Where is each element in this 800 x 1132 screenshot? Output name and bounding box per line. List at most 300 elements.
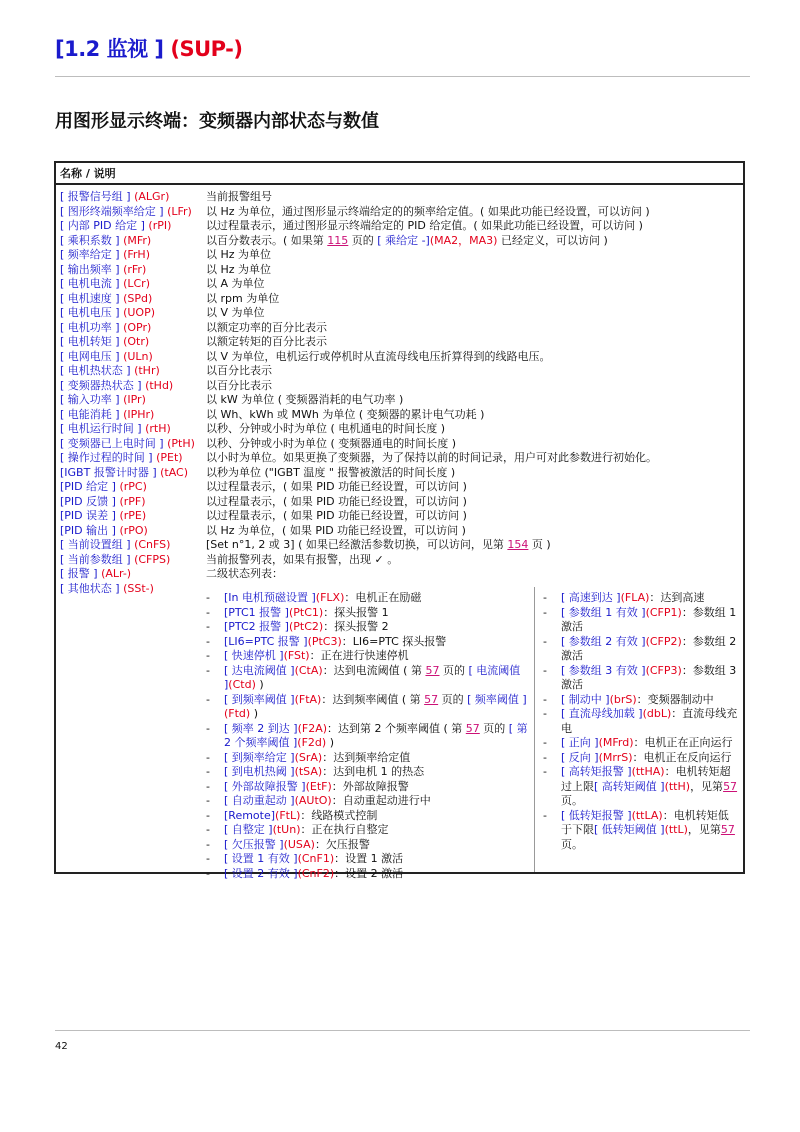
table-row (56, 524, 743, 539)
parameter-code: (MFr) (123, 233, 152, 247)
description-text: 以 V 为单位 (206, 306, 265, 319)
status-reference: [ 电流阈值 ] (224, 663, 521, 691)
parameter-name (60, 466, 188, 481)
parameter-label: [ 电能消耗 ] (60, 407, 120, 421)
status-code: (CnF1) (297, 852, 335, 865)
parameter-name (60, 248, 150, 263)
status-reference: [ 到电机热阈 ] (224, 765, 295, 778)
parameter-name (60, 422, 171, 437)
status-code: (CFP1) (645, 605, 682, 619)
status-code: (CFP2) (645, 634, 682, 648)
description-text: 以 kW 为单位 ( 变频器消耗的电气功率 ) (206, 393, 404, 406)
header-divider (55, 76, 750, 77)
status-reference: [In 电机预磁设置 ] (224, 591, 316, 604)
parameter-code: (MA2，MA3) (429, 233, 498, 247)
table-row (56, 437, 743, 452)
page-link[interactable]: 57 (424, 692, 439, 706)
status-reference: [ 频率 2 到达 ] (224, 721, 298, 735)
status-code: (ttL) (664, 823, 688, 836)
status-text: ：正在进行快速停机 (309, 649, 409, 662)
description-text: 以 Hz 为单位，通过图形显示终端给定的的频率给定值。( 如果此功能已经设置，可以访问 ) (206, 204, 650, 218)
parameter-code: (Otr) (123, 335, 150, 348)
parameter-code: (IPHr) (123, 407, 155, 421)
status-code: (brS) (609, 692, 637, 706)
status-item (206, 751, 528, 766)
table-row (56, 379, 743, 394)
status-code: (PtC2) (288, 620, 324, 633)
parameter-label: [ 当前参数组 ] (60, 552, 131, 566)
status-code: (PtC1) (288, 605, 324, 619)
description-text: 以秒、分钟或小时为单位 ( 电机通电的时间长度 ) (206, 422, 446, 435)
status-reference: [ 欠压报警 ] (224, 837, 284, 851)
status-reference: [ 正向 ] (561, 736, 599, 749)
table-row (56, 248, 743, 263)
status-text: ：达到频率给定值 (322, 750, 411, 764)
parameter-description (206, 495, 467, 510)
status-text: ：参数组 1 激活 (561, 605, 737, 633)
parameter-label: [PID 反馈 ] (60, 494, 116, 508)
parameter-name (60, 524, 148, 539)
status-reference: [ 低转矩报警 ] (561, 808, 632, 822)
status-reference: [Remote] (224, 808, 276, 822)
status-item (543, 765, 739, 809)
parameter-label: [ 乘积系数 ] (60, 233, 120, 247)
table-row (56, 335, 743, 350)
page-link[interactable]: 57 (723, 779, 738, 793)
column-divider (534, 587, 535, 872)
status-text: ：达到电流阈值 ( 第 (322, 663, 422, 677)
status-item (206, 722, 528, 751)
parameter-code: (rPF) (119, 494, 146, 508)
parameter-label: [ 频率给定 ] (60, 248, 120, 261)
status-code: (CtA) (294, 663, 323, 677)
parameter-code: (ULn) (123, 349, 153, 363)
status-text: ：自动重起动进行中 (331, 794, 431, 807)
description-text: 当前报警列表，如果有报警，出现 ✓ 。 (206, 552, 399, 566)
parameter-label: [ 其他状态 ] (60, 581, 120, 595)
status-item (206, 635, 528, 650)
page-link[interactable]: 57 (465, 721, 480, 735)
menu-code: (SUP-) (170, 37, 243, 61)
status-text: ) (329, 736, 334, 749)
description-text: 以百分比表示 (206, 378, 272, 392)
status-text: ：达到频率阈值 ( 第 (321, 692, 421, 706)
status-text: ：电机正在正向运行 (633, 736, 733, 749)
status-reference: [ 直流母线加载 ] (561, 707, 643, 720)
status-text: 页。 (561, 794, 583, 807)
status-code: (EtF) (305, 779, 332, 793)
parameter-description (206, 364, 272, 379)
status-code: (FtL) (275, 808, 301, 822)
parameter-description (206, 205, 650, 220)
section-title: 用图形显示终端：变频器内部状态与数值 (55, 111, 379, 132)
parameter-label: [ 电网电压 ] (60, 349, 120, 363)
parameter-code: (UOP) (123, 306, 156, 319)
table-row (56, 480, 743, 495)
parameter-label: [ 操作过程的时间 ] (60, 451, 153, 464)
status-code: (dbL) (642, 707, 672, 720)
status-code: (FLX) (315, 591, 345, 604)
status-item (543, 591, 739, 606)
parameter-code: (rFr) (123, 262, 147, 276)
status-reference: [ 高转矩阈值 ] (594, 779, 665, 793)
table-row (56, 553, 743, 568)
table-row (56, 538, 743, 553)
parameter-label: [ 电机功率 ] (60, 320, 120, 334)
status-item (206, 693, 528, 722)
parameter-label: [ 电机速度 ] (60, 291, 120, 305)
table-row (56, 205, 743, 220)
table-row (56, 277, 743, 292)
table-row (56, 263, 743, 278)
status-reference: [ 设置 2 有效 ] (224, 866, 298, 880)
parameter-code: (FrH) (123, 248, 150, 261)
status-item (206, 809, 528, 824)
parameter-label: [ 内部 PID 给定 ] (60, 219, 145, 232)
status-reference: [ 参数组 1 有效 ] (561, 605, 646, 619)
parameter-description (206, 190, 272, 205)
parameter-label: [ 变频器热状态 ] (60, 378, 142, 392)
page-number: 42 (55, 1041, 68, 1052)
parameter-name (60, 451, 183, 466)
description-text: 二级状态列表： (206, 567, 283, 580)
parameter-code: (ALGr) (134, 190, 170, 203)
table-row (56, 219, 743, 234)
status-code: (ttH) (664, 779, 691, 793)
parameter-label: [ 电机运行时间 ] (60, 422, 142, 435)
status-item (206, 823, 528, 838)
status-reference: [ 到频率阈值 ] (224, 692, 295, 706)
page-link[interactable]: 115 (327, 233, 349, 247)
status-item (543, 635, 739, 664)
status-item (206, 765, 528, 780)
parameter-code: (PtH) (167, 436, 195, 450)
description-text: 以过程量表示，( 如果 PID 功能已经设置，可以访问 ) (206, 509, 467, 522)
parameter-code: (tAC) (160, 465, 189, 479)
status-lists (56, 587, 743, 880)
status-reference: [ 参数组 3 有效 ] (561, 663, 646, 677)
description-text: 以百分数表示。( 如果第 (206, 233, 324, 247)
status-code: (PtC3) (307, 634, 342, 648)
status-item (543, 664, 739, 693)
parameter-label: [ 电机热状态 ] (60, 364, 131, 377)
parameter-label: [ 输入功率 ] (60, 393, 120, 406)
parameter-label: [ 报警信号组 ] (60, 190, 131, 203)
parameter-label: [ 输出频率 ] (60, 262, 120, 276)
parameter-code: (CFPS) (134, 552, 171, 566)
parameter-description (206, 422, 445, 437)
description-text: 以 Wh、kWh 或 MWh 为单位 ( 变频器的累计电气功耗 ) (206, 407, 485, 421)
status-text: ：探头报警 1 (323, 605, 389, 619)
parameter-code: (rPC) (119, 480, 147, 493)
parameter-code: (rPO) (119, 523, 148, 537)
description-text: 已经定义，可以访问 ) (500, 233, 608, 247)
status-code: (SrA) (294, 750, 323, 764)
description-text: 页 ) (531, 538, 551, 551)
parameter-name (60, 306, 155, 321)
parameter-description (206, 553, 398, 568)
table-row (56, 422, 743, 437)
description-text: 以过程量表示，( 如果 PID 功能已经设置，可以访问 ) (206, 494, 467, 508)
status-code: (Ftd) (224, 707, 251, 720)
parameter-name (60, 379, 173, 394)
parameter-code: (IPr) (123, 393, 146, 406)
status-text: 页的 (442, 663, 465, 677)
parameter-code: (CnFS) (134, 538, 171, 551)
table-header: 名称 / 说明 (56, 163, 743, 185)
status-code: (MFrd) (598, 736, 634, 749)
table-rows (56, 185, 743, 596)
menu-path: [1.2 监视 ] (55, 37, 164, 61)
parameter-label: [IGBT 报警计时器 ] (60, 465, 157, 479)
status-reference: [ 频率阈值 ] (467, 692, 527, 706)
parameter-name (60, 335, 149, 350)
parameter-code: (rtH) (145, 422, 171, 435)
parameter-table (54, 161, 745, 880)
status-list-right (543, 591, 739, 852)
parameter-name (60, 190, 169, 205)
status-code: (AUtO) (294, 794, 332, 807)
description-text: 以百分比表示 (206, 364, 272, 377)
parameter-description (206, 219, 643, 234)
parameter-description (206, 567, 283, 582)
status-reference: [LI6=PTC 报警 ] (224, 634, 308, 648)
description-text: 以 V 为单位，电机运行或停机时从直流母线电压折算得到的线路电压。 (206, 349, 551, 363)
parameter-label: [PID 输出 ] (60, 523, 116, 537)
status-text: ：电机正在反向运行 (632, 750, 732, 764)
description-text: 以秒为单位 ("IGBT 温度 " 报警被激活的时间长度 ) (206, 465, 456, 479)
parameter-label: [PID 误差 ] (60, 509, 116, 522)
status-item (206, 591, 528, 606)
description-text: 以 Hz 为单位 (206, 248, 272, 261)
description-text: 以 rpm 为单位 (206, 291, 280, 305)
status-item (543, 707, 739, 736)
table-row (56, 234, 743, 249)
status-code: (ttLA) (631, 808, 663, 822)
status-text: 页的 (483, 721, 506, 735)
parameter-name (60, 408, 154, 423)
page-link[interactable]: 154 (507, 538, 529, 551)
parameter-label: [ 变频器已上电时间 ] (60, 436, 164, 450)
description-text: 以秒、分钟或小时为单位 ( 变频器通电的时间长度 ) (206, 436, 457, 450)
status-reference: [ 设置 1 有效 ] (224, 852, 298, 865)
status-text: ：参数组 3 激活 (561, 663, 737, 691)
parameter-code: (tHr) (134, 364, 160, 377)
parameter-label: [ 电机转矩 ] (60, 335, 120, 348)
parameter-label: [PID 给定 ] (60, 480, 116, 493)
status-item (206, 620, 528, 635)
table-row (56, 292, 743, 307)
table-row (56, 364, 743, 379)
status-text: 页。 (561, 837, 583, 851)
description-text: 以 Hz 为单位，( 如果 PID 功能已经设置，可以访问 ) (206, 523, 466, 537)
status-item (206, 867, 528, 882)
parameter-description (206, 263, 271, 278)
status-reference: [ 高速到达 ] (561, 591, 621, 604)
parameter-name (60, 567, 131, 582)
description-text: 以 A 为单位 (206, 277, 265, 290)
parameter-code: (OPr) (123, 320, 152, 334)
table-row (56, 495, 743, 510)
status-reference: [ 自动重起动 ] (224, 794, 295, 807)
parameter-code: (LFr) (167, 204, 192, 218)
parameter-code: (rPE) (119, 509, 147, 522)
status-text: ，见第 (690, 779, 724, 793)
status-text: ：直流母线充电 (561, 707, 738, 735)
status-item (543, 751, 739, 766)
parameter-name (60, 277, 150, 292)
status-reference: [ 第 2 个频率阈值 ] (224, 721, 528, 749)
page-header-title (55, 33, 242, 63)
status-code: (CnF2) (297, 866, 335, 880)
status-reference: [ 快速停机 ] (224, 649, 284, 662)
description-text: 以额定转矩的百分比表示 (206, 335, 327, 348)
status-item (206, 664, 528, 693)
status-reference: [PTC2 报警 ] (224, 620, 289, 633)
status-item (543, 693, 739, 708)
parameter-code: (PEt) (156, 451, 183, 464)
parameter-name (60, 364, 160, 379)
status-text: ) (259, 678, 264, 691)
parameter-name (60, 234, 151, 249)
status-code: (USA) (283, 837, 315, 851)
footer-divider (55, 1030, 750, 1031)
parameter-label: [ 当前设置组 ] (60, 538, 131, 551)
status-text: ：设置 1 激活 (334, 852, 404, 865)
status-reference: [ 参数组 2 有效 ] (561, 634, 646, 648)
status-list-left (206, 591, 528, 881)
parameter-label: [ 报警 ] (60, 567, 98, 580)
parameter-name (60, 553, 170, 568)
parameter-name (60, 219, 171, 234)
status-item (206, 780, 528, 795)
status-text: ：达到高速 (649, 591, 705, 604)
status-item (543, 809, 739, 853)
parameter-name (60, 480, 147, 495)
status-reference: [ 到频率给定 ] (224, 750, 295, 764)
status-reference: [PTC1 报警 ] (224, 605, 289, 619)
status-text: ，见第 (687, 823, 721, 836)
table-row (56, 321, 743, 336)
page-link[interactable]: 57 (720, 823, 735, 836)
table-row (56, 567, 743, 582)
parameter-label: [ 电机电流 ] (60, 277, 120, 290)
table-row (56, 451, 743, 466)
parameter-description (206, 248, 271, 263)
parameter-code: (SSt-) (123, 581, 154, 595)
table-row (56, 350, 743, 365)
description-text: 当前报警组号 (206, 190, 272, 203)
status-text: ：正在执行自整定 (300, 823, 389, 836)
status-reference: [ 外部故障报警 ] (224, 779, 306, 793)
parameter-name (60, 321, 151, 336)
status-code: (MrrS) (598, 750, 633, 764)
description-text: 以小时为单位。如果更换了变频器，为了保持以前的时间记录，用户可对此参数进行初始化。 (206, 451, 657, 464)
status-text: ) (253, 707, 259, 720)
status-text: ：LI6=PTC 探头报警 (341, 634, 447, 648)
parameter-description (206, 321, 327, 336)
status-item (206, 649, 528, 664)
table-row (56, 408, 743, 423)
table-row (56, 190, 743, 205)
description-text: 以过程量表示，( 如果 PID 功能已经设置，可以访问 ) (206, 480, 467, 493)
parameter-name (60, 437, 195, 452)
status-code: (FtA) (294, 692, 322, 706)
status-text: ：设置 2 激活 (334, 866, 404, 880)
status-code: (Ctd) (228, 678, 256, 691)
parameter-description (206, 480, 467, 495)
parameter-label: [ 电机电压 ] (60, 306, 120, 319)
table-row (56, 509, 743, 524)
status-item (206, 838, 528, 853)
status-reference: [ 达电流阈值 ] (224, 663, 295, 677)
parameter-description (206, 393, 403, 408)
parameter-description (206, 335, 327, 350)
parameter-description (206, 234, 608, 249)
parameter-name (60, 538, 170, 553)
parameter-description (206, 509, 467, 524)
status-item (543, 736, 739, 751)
parameter-label: [ 图形终端频率给定 ] (60, 204, 164, 218)
parameter-description (206, 292, 279, 307)
parameter-description (206, 538, 551, 553)
status-item (206, 606, 528, 621)
status-text: ：电机转矩低于下限 (561, 808, 729, 836)
page-link[interactable]: 57 (425, 663, 440, 677)
description-text: 页的 (351, 233, 374, 247)
parameter-code: (tHd) (145, 378, 174, 392)
parameter-description (206, 437, 456, 452)
status-reference: [ 高转矩报警 ] (561, 765, 632, 778)
status-code: (CFP3) (645, 663, 682, 677)
status-code: (FSt) (283, 649, 310, 662)
parameter-name (60, 263, 146, 278)
parameter-name (60, 495, 146, 510)
description-text: 以过程量表示，通过图形显示终端给定的 PID 给定值。( 如果此功能已经设置，可以访问 ) (206, 219, 643, 232)
table-row (56, 393, 743, 408)
status-text: ：电机正在励磁 (344, 591, 422, 604)
parameter-description (206, 451, 657, 466)
status-text: ：电机转矩超过上限 (561, 765, 731, 793)
parameter-reference: [ 乘给定 -] (377, 233, 430, 247)
parameter-code: (ALr-) (101, 567, 132, 580)
status-text: 页的 (441, 692, 464, 706)
status-reference: [ 制动中 ] (561, 692, 610, 706)
parameter-code: (rPI) (148, 219, 172, 232)
status-code: (F2A) (297, 721, 328, 735)
parameter-description (206, 466, 455, 481)
status-item (206, 794, 528, 809)
status-text: ：外部故障报警 (331, 779, 409, 793)
parameter-name (60, 393, 146, 408)
status-text: ：变频器制动中 (636, 692, 714, 706)
table-row (56, 466, 743, 481)
description-text: 以额定功率的百分比表示 (206, 320, 327, 334)
parameter-name (60, 350, 153, 365)
status-text: ：达到第 2 个频率阈值 ( 第 (327, 721, 463, 735)
status-code: (FLA) (620, 591, 650, 604)
parameter-code: (SPd) (123, 291, 153, 305)
parameter-description (206, 408, 484, 423)
status-text: ：线路模式控制 (300, 808, 378, 822)
status-reference: [ 反向 ] (561, 750, 599, 764)
parameter-description (206, 379, 272, 394)
description-text: 以 Hz 为单位 (206, 262, 272, 276)
status-reference: [ 低转矩阈值 ] (594, 823, 665, 836)
status-code: (ttHA) (631, 765, 665, 778)
status-code: (F2d) (297, 736, 327, 749)
status-item (206, 852, 528, 867)
